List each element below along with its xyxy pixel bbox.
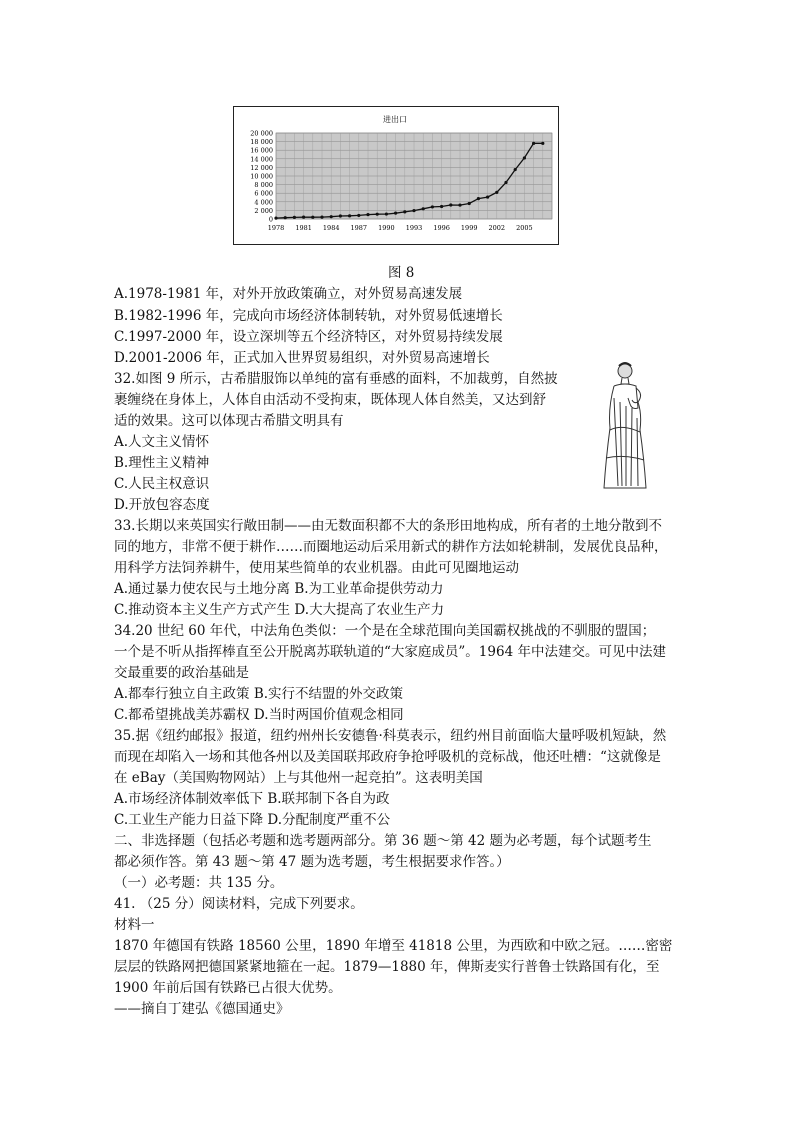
data-point (330, 215, 333, 218)
y-tick-label: 4 000 (254, 198, 273, 207)
x-tick-label: 1999 (460, 224, 478, 232)
chart-svg (234, 107, 557, 243)
question-41-stem: 41. （25 分）阅读材料，完成下列要求。 (114, 896, 364, 912)
x-tick-label: 1990 (378, 224, 395, 232)
option-b-trade: B.1982-1996 年，完成向市场经济体制转轨，对外贸易低速增长 (114, 308, 503, 324)
data-point (403, 210, 406, 213)
y-tick-label: 14 000 (250, 155, 273, 164)
figure-caption: 图 8 (388, 265, 415, 281)
data-point (284, 216, 287, 219)
q32-option-d: D.开放包容态度 (114, 497, 210, 513)
x-tick-label: 1993 (405, 224, 423, 232)
data-point (302, 216, 305, 219)
data-point (449, 203, 452, 206)
option-d-trade: D.2001-2006 年，正式加入世界贸易组织，对外贸易高速增长 (114, 350, 490, 366)
option-a-trade: A.1978-1981 年，对外开放政策确立，对外贸易高速发展 (114, 286, 463, 302)
x-tick-label: 1978 (267, 224, 285, 232)
data-point (440, 205, 443, 208)
data-point (366, 213, 369, 216)
y-tick-label: 16 000 (250, 146, 273, 155)
data-point (385, 212, 388, 215)
question-32-line-1: 32.如图 9 所示，古希腊服饰以单纯的富有垂感的面料，不加裁剪，自然披 (114, 371, 558, 387)
data-point (339, 214, 342, 217)
question-32-line-2: 裹缠绕在身体上，人体自由活动不受拘束，既体现人体自然美，又达到舒 (114, 392, 546, 408)
data-point (504, 181, 507, 184)
data-point (541, 142, 544, 145)
data-point (523, 156, 526, 159)
data-point (412, 209, 415, 212)
q35-options-ab: A.市场经济体制效率低下 B.联邦制下各自为政 (114, 791, 390, 807)
required-questions-note: （一）必考题：共 135 分。 (114, 875, 284, 891)
question-33-line-2: 同的地方，非常不便于耕作……而圈地运动后采用新式的耕作方法如轮耕制，发展优良品种， (114, 539, 668, 555)
question-32-line-3: 适的效果。这可以体现古希腊文明具有 (114, 413, 344, 429)
data-point (376, 213, 379, 216)
question-34-line-3: 交最重要的政治基础是 (114, 665, 249, 681)
q32-option-b: B.理性主义精神 (114, 455, 210, 471)
data-point (514, 168, 517, 171)
section-2-heading-line-2: 都必须作答。第 43 题～第 47 题为选考题，考生根据要求作答。） (114, 854, 510, 870)
question-34-line-1: 34.20 世纪 60 年代，中法角色类似：一个是在全球范围向美国霸权挑战的不驯服的盟国； (114, 623, 656, 639)
greek-woman-figure-image (592, 358, 660, 494)
question-35-line-1: 35.据《纽约邮报》报道，纽约州州长安德鲁·科莫表示，纽约州目前面临大量呼吸机短缺，然 (114, 728, 667, 744)
material-1-line-3: 1900 年前后国有铁路已占很大优势。 (114, 980, 342, 996)
import-export-chart (233, 106, 559, 245)
data-point (477, 197, 480, 200)
data-point (320, 216, 323, 219)
data-point (348, 214, 351, 217)
y-tick-label: 8 000 (254, 181, 273, 190)
data-point (486, 195, 489, 198)
x-tick-label: 1996 (433, 224, 450, 232)
y-tick-label: 12 000 (250, 163, 273, 172)
question-33-line-1: 33.长期以来英国实行敞田制——由无数面积都不大的条形田地构成，所有者的土地分散到不 (114, 518, 662, 534)
q34-options-ab: A.都奉行独立自主政策 B.实行不结盟的外交政策 (114, 686, 404, 702)
y-tick-label: 0 (268, 215, 273, 224)
y-tick-label: 10 000 (250, 172, 273, 181)
x-tick-label: 1984 (322, 224, 340, 232)
material-1-source: ——摘自丁建弘《德国通史》 (114, 1001, 290, 1017)
material-1-line-2: 层层的铁路网把德国紧紧地箍在一起。1879—1880 年，俾斯麦实行普鲁士铁路国有化，至 (114, 959, 660, 975)
data-point (311, 216, 314, 219)
y-tick-label: 20 000 (250, 129, 273, 138)
question-33-line-3: 用科学方法饲养耕牛，使用某些简单的农业机器。由此可见圈地运动 (114, 560, 519, 576)
q35-options-cd: C.工业生产能力日益下降 D.分配制度严重不公 (114, 812, 391, 828)
question-34-line-2: 一个是不听从指挥棒直至公开脱离苏联轨道的“大家庭成员”。1964 年中法建交。可见中法建 (114, 644, 666, 660)
x-tick-label: 2005 (516, 224, 533, 232)
section-2-heading-line-1: 二、非选择题（包括必考题和选考题两部分。第 36 题～第 42 题为必考题，每个试题考生 (114, 833, 652, 849)
data-point (431, 205, 434, 208)
y-tick-label: 2 000 (254, 206, 273, 215)
data-point (394, 212, 397, 215)
data-point (458, 203, 461, 206)
x-tick-label: 1981 (295, 224, 312, 232)
chart-title: 进出口 (383, 115, 407, 124)
data-point (274, 217, 277, 220)
q33-options-ab: A.通过暴力使农民与土地分离 B.为工业革命提供劳动力 (114, 581, 444, 597)
q32-option-c: C.人民主权意识 (114, 476, 210, 492)
y-tick-label: 6 000 (254, 189, 273, 198)
question-35-line-3: 在 eBay（美国购物网站）上与其他州一起竞拍”。这表明美国 (114, 770, 483, 786)
material-1-line-1: 1870 年德国有铁路 18560 公里，1890 年增至 41818 公里，为西欧和中欧之冠。……密密 (114, 938, 673, 954)
y-tick-label: 18 000 (250, 138, 273, 147)
q32-option-a: A.人文主义情怀 (114, 434, 210, 450)
question-35-line-2: 而现在却陷入一场和其他各州以及美国联邦政府争抢呼吸机的竞标战，他还吐槽：“这就像是 (114, 749, 661, 765)
data-point (293, 216, 296, 219)
data-point (532, 142, 535, 145)
data-point (495, 191, 498, 194)
data-point (422, 207, 425, 210)
q33-options-cd: C.推动资本主义生产方式产生 D.大大提高了农业生产力 (114, 602, 445, 618)
x-tick-label: 2002 (488, 224, 506, 232)
q34-options-cd: C.都希望挑战美苏霸权 D.当时两国价值观念相同 (114, 707, 404, 723)
data-point (357, 214, 360, 217)
material-1-label: 材料一 (114, 917, 155, 933)
x-tick-label: 1987 (350, 224, 368, 232)
data-point (468, 202, 471, 205)
option-c-trade: C.1997-2000 年，设立深圳等五个经济特区，对外贸易持续发展 (114, 329, 503, 345)
